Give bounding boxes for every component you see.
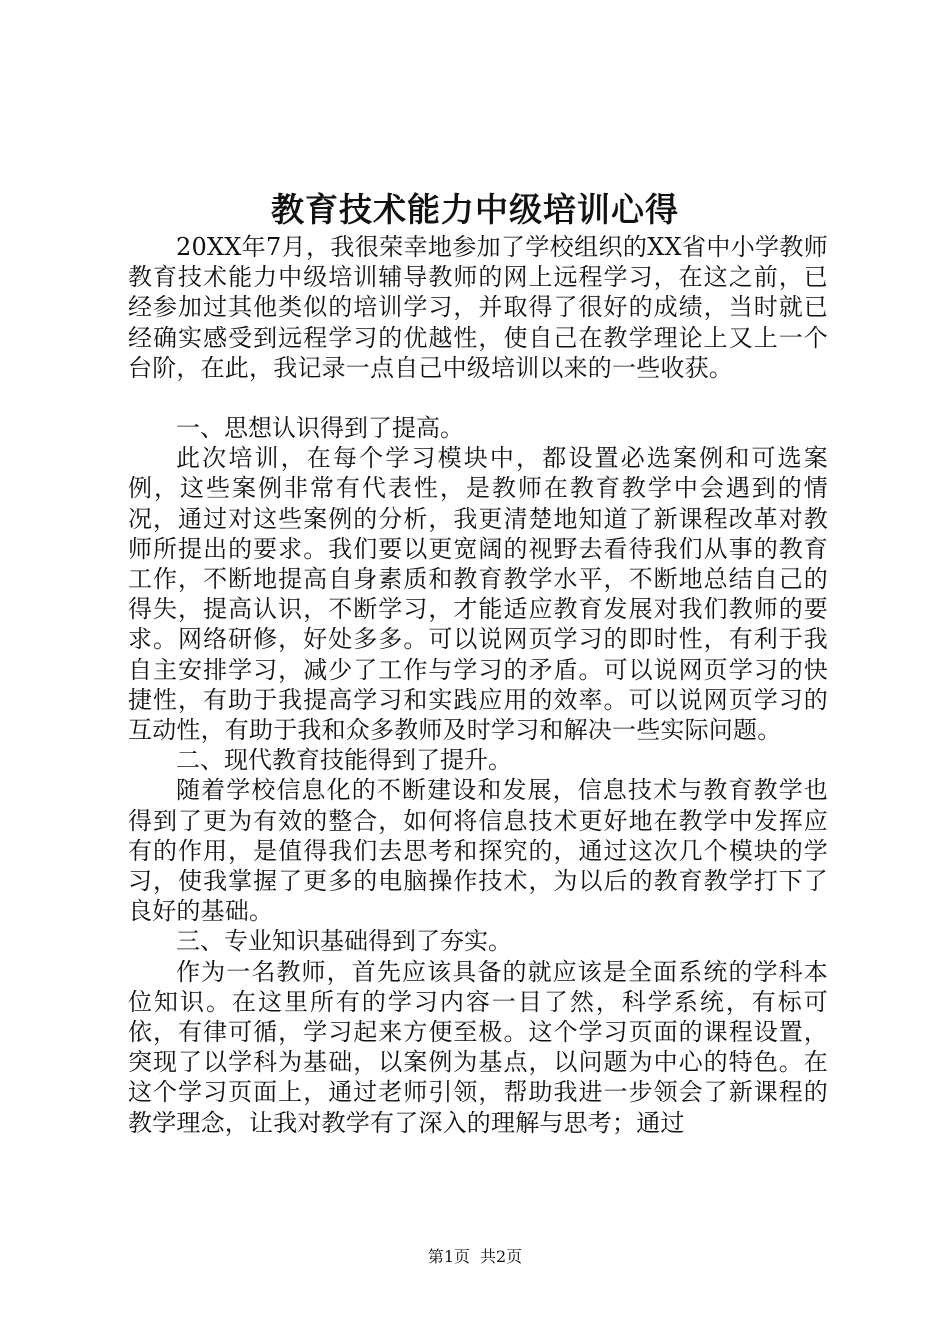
- section-body-1: 此次培训，在每个学习模块中，都设置必选案例和可选案例，这些案例非常有代表性，是教师在教育教学中会遇到的情况，通过对这些案例的分析，我更清楚地知道了新课程改革对教师所提出的要求。我们要以更宽阔的视野去看待我们从事的教育工作，不断地提高自身素质和教育教学水平，不断地总结自己的得失，提高认识，不断学习，才能适应教育发展对我们教师的要求。网络研修，好处多多。可以说网页学习的即时性，有利于我自主安排学习，减少了工作与学习的矛盾。可以说网页学习的快捷性，有助于我提高学习和实践应用的效率。可以说网页学习的互动性，有助于我和众多教师及时学习和解决一些实际问题。: [128, 444, 828, 745]
- document-title: 教育技术能力中级培训心得: [271, 190, 679, 229]
- document-body: [128, 232, 828, 1138]
- page-number: 第1页: [427, 1247, 470, 1266]
- section-heading-2: 二、现代教育技能得到了提升。: [176, 746, 512, 775]
- page-total: 共2页: [480, 1247, 523, 1266]
- page-footer: [0, 1246, 950, 1268]
- intro-paragraph: 20XX年7月，我很荣幸地参加了学校组织的XX省中小学教师教育技术能力中级培训辅导教师的网上远程学习，在这之前，已经参加过其他类似的培训学习，并取得了很好的成绩，当时就已经确实感受到远程学习的优越性，使自己在教学理论上又上一个台阶，在此，我记录一点自己中级培训以来的一些收获。: [128, 233, 828, 382]
- section-body-2: 随着学校信息化的不断建设和发展，信息技术与教育教学也得到了更为有效的整合，如何将信息技术更好地在教学中发挥应有的作用，是值得我们去思考和探究的，通过这次几个模块的学习，使我掌握了更多的电脑操作技术，为以后的教育教学打下了良好的基础。: [128, 776, 828, 926]
- section-body-3: 作为一名教师，首先应该具备的就应该是全面系统的学科本位知识。在这里所有的学习内容一目了然，科学系统，有标可依，有律可循，学习起来方便至极。这个学习页面的课程设置，突现了以学科为基础，以案例为基点，以问题为中心的特色。在这个学习页面上，通过老师引领，帮助我进一步领会了新课程的教学理念，让我对教学有了深入的理解与思考；通过: [128, 957, 828, 1137]
- section-heading-3: 三、专业知识基础得到了夯实。: [176, 927, 512, 956]
- section-heading-1: 一、思想认识得到了提高。: [176, 414, 464, 443]
